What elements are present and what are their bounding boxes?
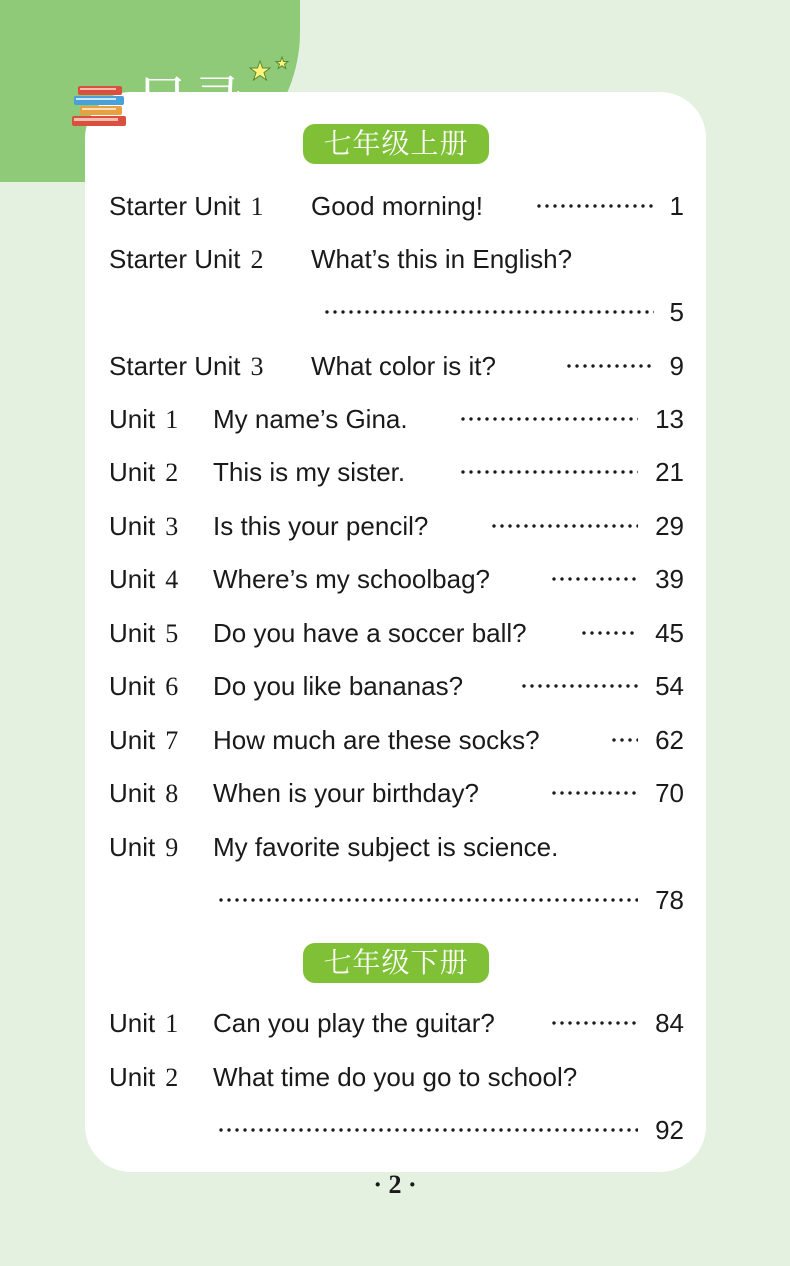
dot-leader xyxy=(217,898,638,902)
toc-entry[interactable] xyxy=(0,403,790,443)
toc-entry[interactable] xyxy=(0,456,790,496)
unit-number: 1 xyxy=(165,405,179,434)
unit-number: 3 xyxy=(250,352,264,381)
unit-label xyxy=(109,403,178,436)
unit-number: 4 xyxy=(165,565,179,594)
unit-prefix: Unit xyxy=(109,1062,156,1092)
section-label-grade7-vol2: 七年级下册 xyxy=(303,943,489,983)
lesson-title: Do you like bananas? xyxy=(213,671,464,701)
lesson-title: My favorite subject is science. xyxy=(213,832,559,862)
lesson-title: Is this your pencil? xyxy=(213,511,429,541)
unit-number: 5 xyxy=(165,619,179,648)
unit-prefix: Unit xyxy=(109,457,156,487)
toc-entry[interactable] xyxy=(0,1061,790,1145)
section-label-grade7-vol1: 七年级上册 xyxy=(303,124,489,164)
unit-label xyxy=(109,831,178,864)
page-number-ref: 1 xyxy=(669,191,684,221)
page-number-ref: 70 xyxy=(655,778,684,808)
toc-entry[interactable] xyxy=(0,777,790,817)
unit-label xyxy=(109,190,264,223)
dot-leader xyxy=(535,204,654,208)
unit-label xyxy=(109,777,178,810)
page-number-ref: 54 xyxy=(655,671,684,701)
dot-leader xyxy=(459,470,638,474)
toc-entry[interactable] xyxy=(0,190,790,230)
unit-label xyxy=(109,724,178,757)
dot-leader xyxy=(520,684,638,688)
unit-label xyxy=(109,1061,178,1094)
unit-label xyxy=(109,617,178,650)
lesson-title: Where’s my schoolbag? xyxy=(213,564,490,594)
toc-entry[interactable] xyxy=(0,831,790,915)
unit-number: 7 xyxy=(165,726,179,755)
toc-entry[interactable] xyxy=(0,670,790,710)
lesson-title: What time do you go to school? xyxy=(213,1062,578,1092)
contents-title: 目录 xyxy=(135,70,247,133)
unit-label xyxy=(109,670,178,703)
unit-number: 2 xyxy=(250,245,264,274)
toc-entry[interactable] xyxy=(0,563,790,603)
unit-label xyxy=(109,243,264,276)
dot-leader xyxy=(610,738,638,742)
unit-prefix: Starter Unit xyxy=(109,244,241,274)
lesson-title: This is my sister. xyxy=(213,457,406,487)
page-number-ref: 21 xyxy=(655,457,684,487)
toc-entry[interactable] xyxy=(0,724,790,764)
unit-number: 2 xyxy=(165,458,179,487)
page-number: · 2 · xyxy=(373,1170,417,1199)
unit-number: 8 xyxy=(165,779,179,808)
toc-entry[interactable] xyxy=(0,350,790,390)
page-number-ref: 92 xyxy=(655,1115,684,1145)
lesson-title: What color is it? xyxy=(311,351,496,381)
lesson-title: Do you have a soccer ball? xyxy=(213,618,527,648)
unit-label xyxy=(109,1007,178,1040)
dot-leader xyxy=(550,791,638,795)
page-number-ref: 9 xyxy=(669,351,684,381)
stars-icon xyxy=(248,55,292,85)
unit-prefix: Starter Unit xyxy=(109,351,241,381)
unit-prefix: Unit xyxy=(109,564,156,594)
dot-leader xyxy=(459,417,638,421)
dot-leader xyxy=(550,1021,638,1025)
lesson-title: What’s this in English? xyxy=(311,244,573,274)
lesson-title: How much are these socks? xyxy=(213,725,540,755)
unit-number: 9 xyxy=(165,833,179,862)
unit-prefix: Unit xyxy=(109,511,156,541)
unit-label xyxy=(109,350,264,383)
unit-number: 1 xyxy=(165,1009,179,1038)
dot-leader xyxy=(323,310,654,314)
unit-label xyxy=(109,510,178,543)
unit-label xyxy=(109,456,178,489)
dot-leader xyxy=(550,577,638,581)
page-number-ref: 5 xyxy=(669,297,684,327)
unit-prefix: Starter Unit xyxy=(109,191,241,221)
page-number-ref: 84 xyxy=(655,1008,684,1038)
books-icon xyxy=(70,84,130,128)
toc-entry[interactable] xyxy=(0,243,790,327)
toc-entry[interactable] xyxy=(0,617,790,657)
unit-number: 2 xyxy=(165,1063,179,1092)
dot-leader xyxy=(580,631,638,635)
unit-prefix: Unit xyxy=(109,778,156,808)
page-number-ref: 39 xyxy=(655,564,684,594)
lesson-title: My name’s Gina. xyxy=(213,404,408,434)
page-number-ref: 29 xyxy=(655,511,684,541)
unit-number: 1 xyxy=(250,192,264,221)
toc-entry[interactable] xyxy=(0,510,790,550)
unit-prefix: Unit xyxy=(109,404,156,434)
page-number-ref: 13 xyxy=(655,404,684,434)
dot-leader xyxy=(217,1128,638,1132)
toc-entry[interactable] xyxy=(0,1007,790,1047)
page-number-ref: 62 xyxy=(655,725,684,755)
unit-label xyxy=(109,563,178,596)
lesson-title: When is your birthday? xyxy=(213,778,479,808)
unit-prefix: Unit xyxy=(109,832,156,862)
page-number-ref: 78 xyxy=(655,885,684,915)
unit-prefix: Unit xyxy=(109,671,156,701)
unit-prefix: Unit xyxy=(109,725,156,755)
page-number-ref: 45 xyxy=(655,618,684,648)
dot-leader xyxy=(490,524,638,528)
lesson-title: Can you play the guitar? xyxy=(213,1008,495,1038)
unit-number: 3 xyxy=(165,512,179,541)
unit-prefix: Unit xyxy=(109,618,156,648)
unit-prefix: Unit xyxy=(109,1008,156,1038)
unit-number: 6 xyxy=(165,672,179,701)
dot-leader xyxy=(565,364,654,368)
lesson-title: Good morning! xyxy=(311,191,483,221)
